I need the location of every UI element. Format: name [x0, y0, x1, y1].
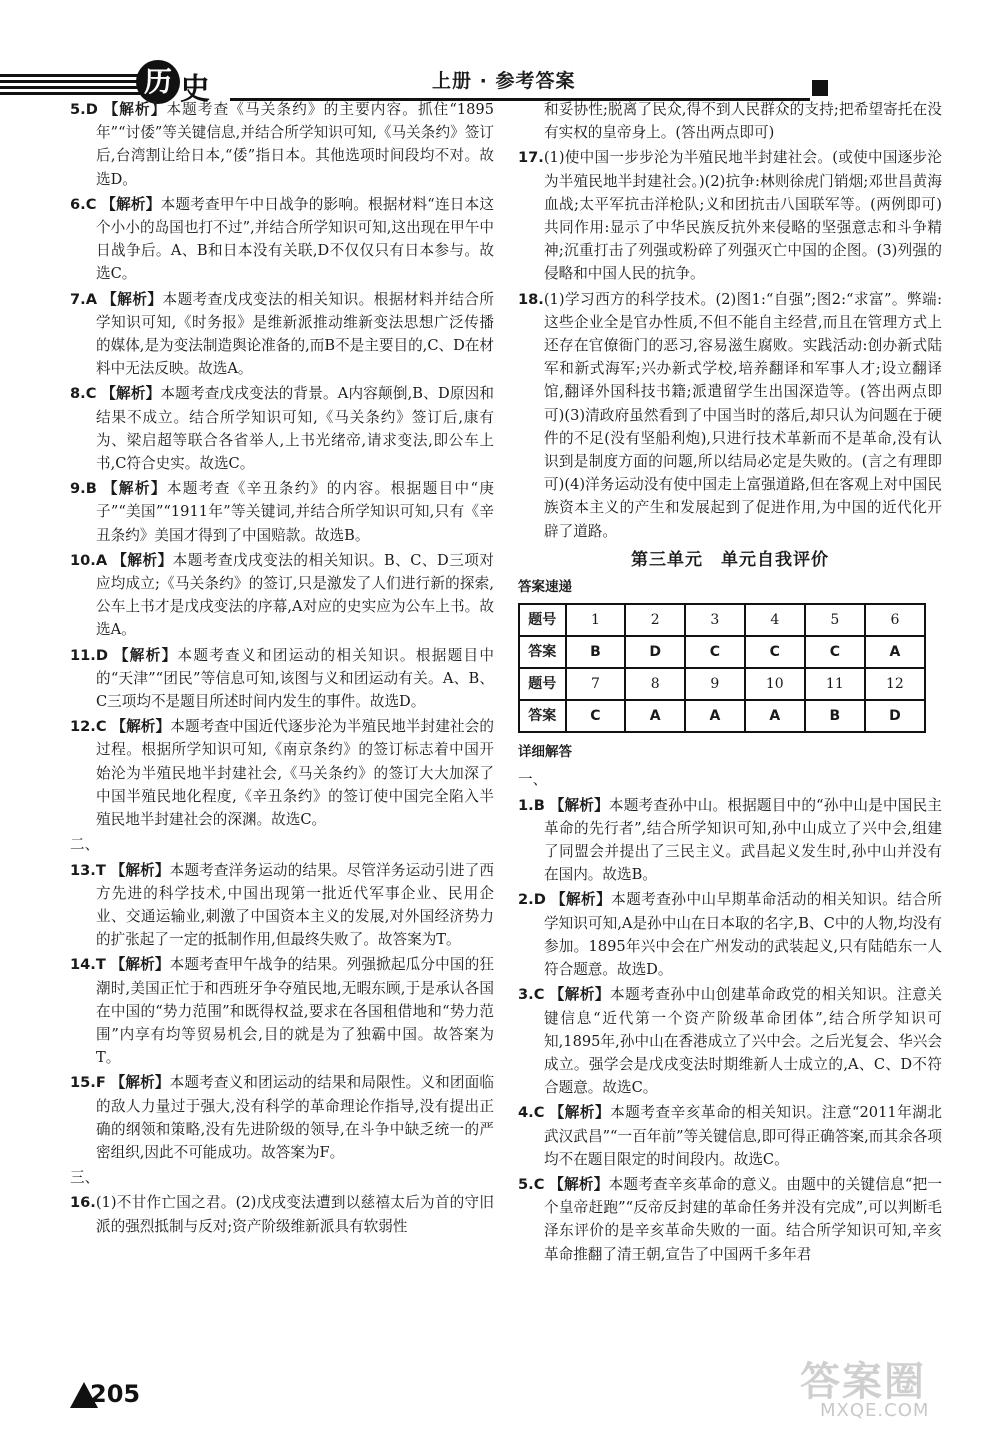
logo-char-2: 史 [180, 72, 210, 107]
unit-answer-item-2: 2.D 【解析】本题考查孙中山早期革命活动的相关知识。结合所学知识可知,A是孙中山在日本取的名字,B、C中的人物,均没有参加。1895年兴中会在广州发动的武装起义,只有陆皓东一人符合题意。故选D。 [518, 891, 942, 979]
unit-answer-item-1: 1.B 【解析】本题考查孙中山。根据题目中的“孙中山是中国民主革命的先行者”,结合所学知识可知,孙中山成立了兴中会,组建了同盟会并提出了三民主义。武昌起义发生时,孙中山并没有在国内。故选B。 [518, 796, 943, 884]
left-column [70, 98, 494, 1240]
answer-item-14: 14.T 【解析】本题考查甲午战争的结果。列强掀起瓜分中国的狂潮时,美国正忙于和西班牙争夺殖民地,无暇东顾,于是承认各国在中国的“势力范围”和既得权益,要求在各国租借地和“势力范围”内享有均等贸易机会,目的就是为了独霸中国。故答案为T。 [70, 956, 494, 1067]
unit-answer-item-5: 5.C 【解析】本题考查辛亥革命的意义。由题中的关键信息“把一个皇帝赶跑”“反帝反封建的革命任务并没有完成”,可以判断毛泽东评价的是辛亥革命失败的一面。结合所学知识可知,辛亥革命推翻了清王朝,宣告了中国两千多年君 [518, 1175, 943, 1263]
header-title: 上册 · 参考答案 [432, 70, 576, 92]
section-heading-3: 三、 [70, 1169, 100, 1187]
answer-item-11: 11.D 【解析】本题考查义和团运动的相关知识。根据题目中的“天津”“团民”等信息可知,该图与义和团运动有关。A、B、C三项均不是题目所述时间内发生的事件。故选D。 [70, 646, 494, 711]
table-row: 题号 1 2 3 4 5 6 [519, 604, 925, 636]
answer-item-10: 10.A 【解析】本题考查戊戌变法的相关知识。B、C、D三项对应均成立;《马关条约》的签订,只是激发了人们进行新的探索,公车上书才是戊戌变法的序幕,A对应的史实应为公车上书。故选A。 [70, 551, 494, 639]
page-number [70, 1378, 160, 1418]
page-number-text: 205 [90, 1380, 141, 1408]
watermark-url: MXQE.COM [820, 1400, 930, 1421]
table-row: 题号 7 8 9 10 11 12 [519, 668, 925, 700]
logo-char-1: 历 [136, 60, 180, 104]
answer-item-7: 7.A 【解析】本题考查戊戌变法的相关知识。根据材料并结合所学知识可知,《时务报》是维新派推动维新变法思想广泛传播的媒体,是为变法制造舆论准备的,而B不是主要目的,C、D在材料中无法反映。故选A。 [70, 290, 494, 378]
answer-item-17: 17.(1)使中国一步步沦为半殖民地半封建社会。(或使中国逐步沦为半殖民地半封建社会。)(2)抗争:林则徐虎门销烟;邓世昌黄海血战;太平军抗击洋枪队;义和团抗击八国联军等。(两例即可)共同作用:显示了中华民族反抗外来侵略的坚强意志和斗争精神;沉重打击了列强或粉碎了列强灭亡中国的企图。(3)列强的侵略和中国人民的抗争。 [518, 149, 942, 283]
answer-item-6: 6.C 【解析】本题考查甲午中日战争的影响。根据材料“连日本这个小小的岛国也打不过”,并结合所学知识可知,这出现在甲午中日战争后。A、B和日本没有关联,D不仅仅只有日本参与。故选C。 [70, 195, 495, 283]
unit-answer-item-3: 3.C 【解析】本题考查孙中山创建革命政党的相关知识。注意关键信息“近代第一个资产阶级革命团体”,结合所学知识可知,1895年,孙中山在香港成立了兴中会。之后光复会、华兴会成立。强学会是戊戌变法时期维新人士成立的,A、C、D不符合题意。故选C。 [518, 986, 942, 1097]
detail-heading: 详细解答 [518, 744, 572, 761]
answer-item-16: 16.(1)不甘作亡国之君。(2)戊戌变法遭到以慈禧太后为首的守旧派的强烈抵制与反对;资产阶级维新派具有软弱性 [70, 1194, 494, 1235]
answer-item-18: 18.(1)学习西方的科学技术。(2)图1:“自强”;图2:“求富”。弊端:这些企业全是官办性质,不但不能自主经营,而且在管理方式上还存在官僚衙门的恶习,容易滋生腐败。实践活动:创办新式陆军和新式海军;兴办新式学校,培养翻译和军事人才;设立翻译馆,翻译外国科技书籍;派遣留学生出国深造等。(答出两点即可)(3)清政府虽然看到了中国当时的落后,却只认为问题在于硬件的不足(没有坚船利炮),只进行技术革新而不是革命,没有认识到是制度方面的问题,所以结局必定是失败的。(言之有理即可)(4)洋务运动没有使中国走上富强道路,但在客观上对中国民族资本主义的产生和发展起到了促进作用,为中国的近代化开辟了道路。 [518, 290, 942, 540]
watermark-title: 答案圈 [800, 1359, 926, 1405]
answer-item-16-continued: 和妥协性;脱离了民众,得不到人民群众的支持;把希望寄托在没有实权的皇帝身上。(答出两点即可) [544, 101, 942, 142]
table-row: 答案 B D C C C A [519, 636, 925, 668]
quick-answers-heading: 答案速递 [518, 579, 572, 596]
answer-item-8: 8.C 【解析】本题考查戊戌变法的背景。A内容颠倒,B、D原因和结果不成立。结合所学知识可知,《马关条约》签订后,康有为、梁启超等联合各省举人,上书光绪帝,请求变法,即公车上书,C符合史实。故选C。 [70, 385, 494, 473]
unit-title: 第三单元 单元自我评价 [631, 549, 829, 570]
answer-item-9: 9.B 【解析】本题考查《辛丑条约》的内容。根据题目中“庚子”“美国”“1911年”等关键词,并结合所学知识可知,只有《辛丑条约》美国才得到了中国赔款。故选B。 [70, 480, 494, 544]
answer-item-13: 13.T 【解析】本题考查洋务运动的结果。尽管洋务运动引进了西方先进的科学技术,中国出现第一批近代军事企业、民用企业、交通运输业,刺激了中国资本主义的发展,对外国经济势力的扩张起了一定的抵制作用,但最终失败了。故答案为T。 [70, 861, 494, 949]
table-row: 答案 C A A A B D [519, 700, 925, 732]
answer-item-12: 12.C 【解析】本题考查中国近代逐步沦为半殖民地半封建社会的过程。根据所学知识可知,《南京条约》的签订标志着中国开始沦为半殖民地半封建社会,《马关条约》的签订大大加深了中国半殖民地化程度,《辛丑条约》的签订使中国完全陷入半殖民地半封建社会的深渊。故选C。 [70, 718, 494, 829]
right-column [518, 98, 942, 1268]
section-heading-1: 一、 [518, 771, 548, 789]
watermark [800, 1350, 980, 1430]
answer-item-5: 5.D 【解析】本题考查《马关条约》的主要内容。抓住“1895年”“讨倭”等关键信息,并结合所学知识可知,《马关条约》签订后,台湾割让给日本,“倭”指日本。其他选项时间段均不对。故选D。 [70, 101, 494, 188]
section-heading-2: 二、 [70, 836, 100, 854]
answer-table [518, 603, 926, 733]
header-square-icon [812, 80, 828, 96]
unit-answer-item-4: 4.C 【解析】本题考查辛亥革命的相关知识。注意“2011年湖北武汉武昌”“一百年前”等关键信息,即可得正确答案,而其余各项均不在题目限定的时间段内。故选C。 [518, 1104, 942, 1168]
answer-item-15: 15.F 【解析】本题考查义和团运动的结果和局限性。义和团面临的敌人力量过于强大,没有科学的革命理论作指导,没有提出正确的纲领和策略,没有先进阶级的领导,在斗争中缺乏统一的严密组织,因此不可能成功。故答案为F。 [70, 1074, 494, 1161]
